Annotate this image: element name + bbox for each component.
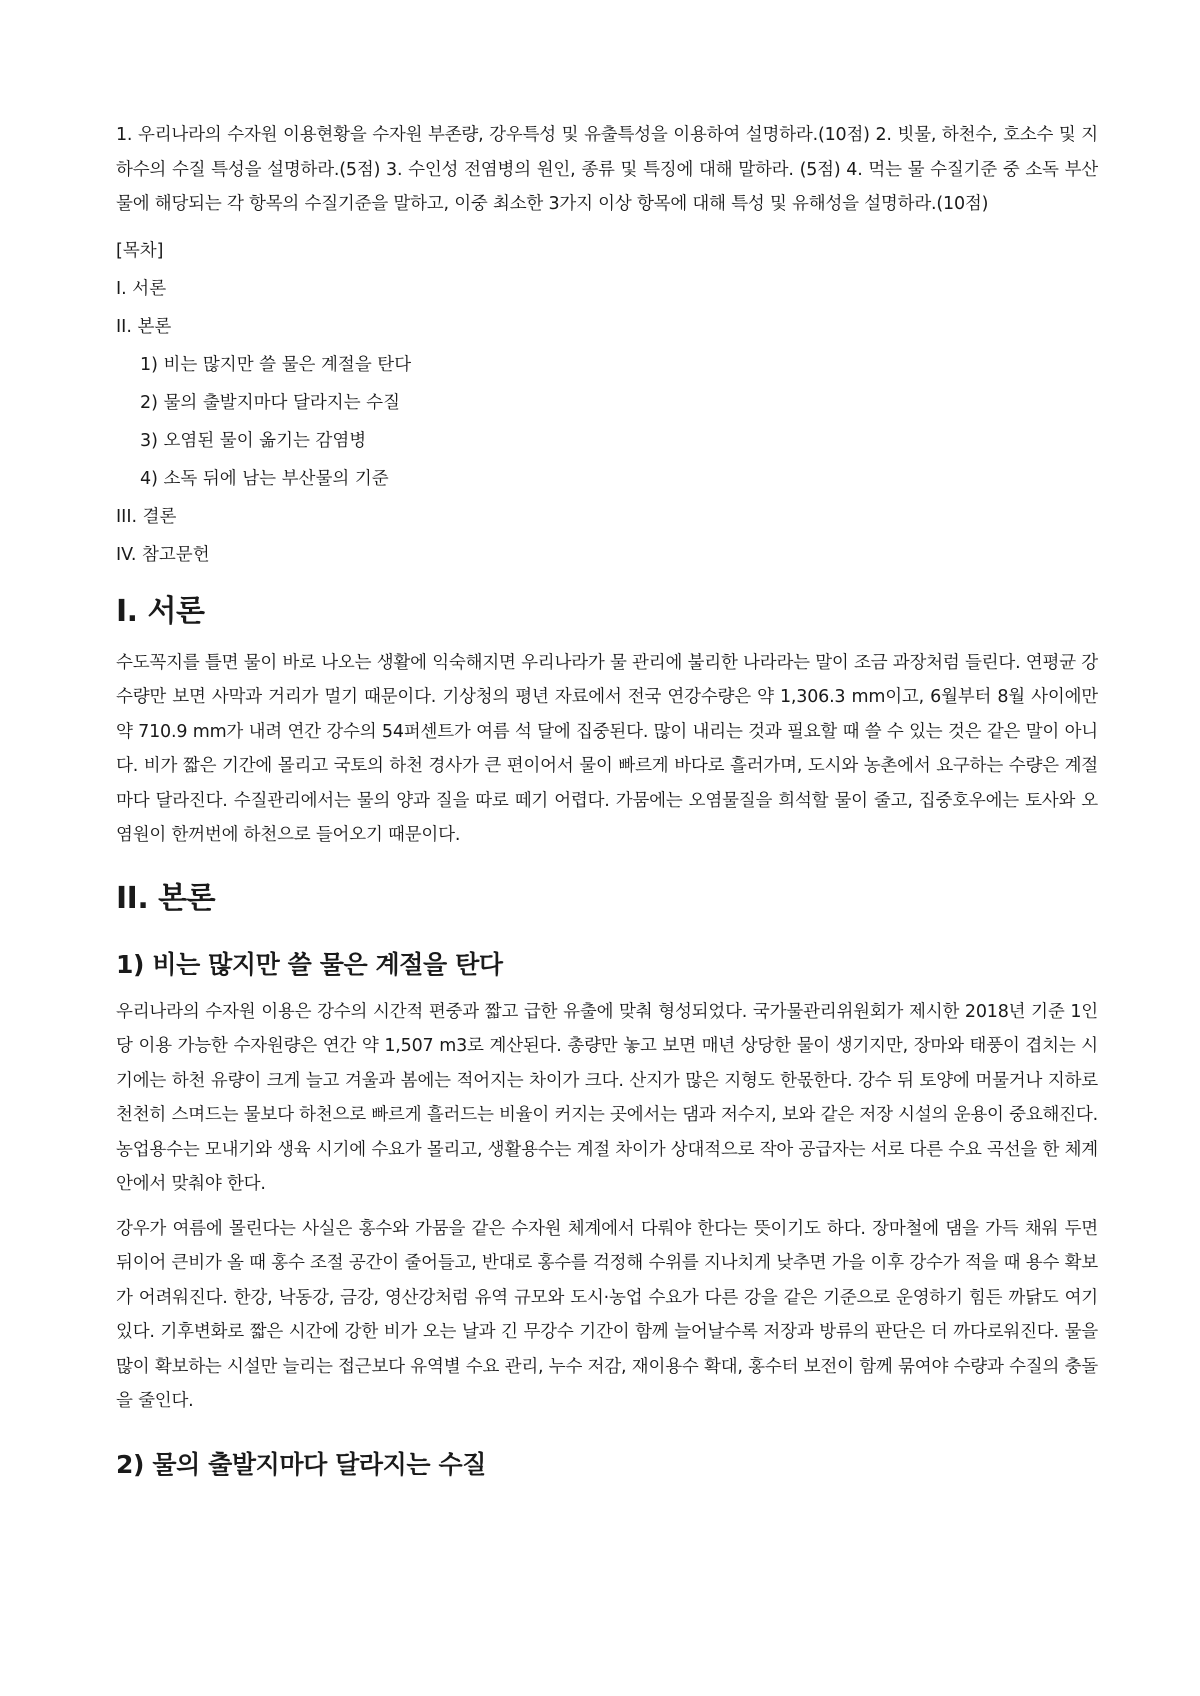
toc-sub-item: 1) 비는 많지만 쓸 물은 계절을 탄다 xyxy=(140,354,412,375)
subsection-1-paragraph: 우리나라의 수자원 이용은 강수의 시간적 편중과 짧고 급한 유출에 맞춰 형성되었다. 국가물관리위원회가 제시한 2018년 기준 1인당 이용 가능한 수자원량은 연간 약 1,507 m3로 계산된다. 총량만 놓고 보면 매년 상당한 물이 생기지만, 장마와 태풍이 겹치는 시기에는 하천 유량이 크게 늘고 겨울과 봄에는 적어지는 차이가 크다. 산지가 많은 지형도 한몫한다. 강수 뒤 토양에 머물거나 지하로 천천히 스며드는 물보다 하천으로 빠르게 흘러드는 비율이 커지는 곳에서는 댐과 저수지, 보와 같은 저장 시설의 운용이 중요해진다. 농업용수는 모내기와 생육 시기에 수요가 몰리고, 생활용수는 계절 차이가 상대적으로 작아 공급자는 서로 다른 수요 곡선을 한 체계 안에서 맞춰야 한다. xyxy=(116,1001,1098,1194)
toc-item: IV. 참고문헌 xyxy=(116,544,210,565)
subsection-heading-2: 2) 물의 출발지마다 달라지는 수질 xyxy=(116,1449,486,1479)
introduction-paragraph: 수도꼭지를 틀면 물이 바로 나오는 생활에 익숙해지면 우리나라가 물 관리에 불리한 나라라는 말이 조금 과장처럼 들린다. 연평균 강수량만 보면 사막과 거리가 멀기 때문이다. 기상청의 평년 자료에서 전국 연강수량은 약 1,306.3 mm이고, 6월부터 8월 사이에만 약 710.9 mm가 내려 연간 강수의 54퍼센트가 여름 석 달에 집중된다. 많이 내리는 것과 필요할 때 쓸 수 있는 것은 같은 말이 아니다. 비가 짧은 기간에 몰리고 국토의 하천 경사가 큰 편이어서 물이 빠르게 바다로 흘러가며, 도시와 농촌에서 요구하는 수량은 계절마다 달라진다. 수질관리에서는 물의 양과 질을 따로 떼기 어렵다. 가뭄에는 오염물질을 희석할 물이 줄고, 집중호우에는 토사와 오염원이 한꺼번에 하천으로 들어오기 때문이다. xyxy=(116,652,1098,845)
section-heading-body: II. 본론 xyxy=(116,880,216,916)
toc-sub-item: 4) 소독 뒤에 남는 부산물의 기준 xyxy=(140,468,389,489)
toc-item: I. 서론 xyxy=(116,278,167,299)
document-page xyxy=(116,118,1098,1495)
toc-item: III. 결론 xyxy=(116,506,177,527)
section-heading-introduction: I. 서론 xyxy=(116,593,205,629)
subsection-heading-1: 1) 비는 많지만 쓸 물은 계절을 탄다 xyxy=(116,949,503,979)
subsection-1-paragraph: 강우가 여름에 몰린다는 사실은 홍수와 가뭄을 같은 수자원 체계에서 다뤄야 한다는 뜻이기도 하다. 장마철에 댐을 가득 채워 두면 뒤이어 큰비가 올 때 홍수 조절 공간이 줄어들고, 반대로 홍수를 걱정해 수위를 지나치게 낮추면 가을 이후 강수가 적을 때 용수 확보가 어려워진다. 한강, 낙동강, 금강, 영산강처럼 유역 규모와 도시·농업 수요가 다른 강을 같은 기준으로 운영하기 힘든 까닭도 여기 있다. 기후변화로 짧은 시간에 강한 비가 오는 날과 긴 무강수 기간이 함께 늘어날수록 저장과 방류의 판단은 더 까다로워진다. 물을 많이 확보하는 시설만 늘리는 접근보다 유역별 수요 관리, 누수 저감, 재이용수 확대, 홍수터 보전이 함께 묶여야 수량과 수질의 충돌을 줄인다. xyxy=(116,1218,1098,1411)
toc-sub-item: 3) 오염된 물이 옮기는 감염병 xyxy=(140,430,367,451)
toc-item: II. 본론 xyxy=(116,316,172,337)
toc-sub-item: 2) 물의 출발지마다 달라지는 수질 xyxy=(140,392,400,413)
toc-title: [목차] xyxy=(116,240,164,261)
table-of-contents xyxy=(116,232,1098,574)
intro-question: 1. 우리나라의 수자원 이용현황을 수자원 부존량, 강우특성 및 유출특성을 이용하여 설명하라.(10점) 2. 빗물, 하천수, 호소수 및 지하수의 수질 특성을 설명하라.(5점) 3. 수인성 전염병의 원인, 종류 및 특징에 대해 말하라. (5점) 4. 먹는 물 수질기준 중 소독 부산물에 해당되는 각 항목의 수질기준을 말하고, 이중 최소한 3가지 이상 항목에 대해 특성 및 유해성을 설명하라.(10점) xyxy=(116,125,1098,214)
